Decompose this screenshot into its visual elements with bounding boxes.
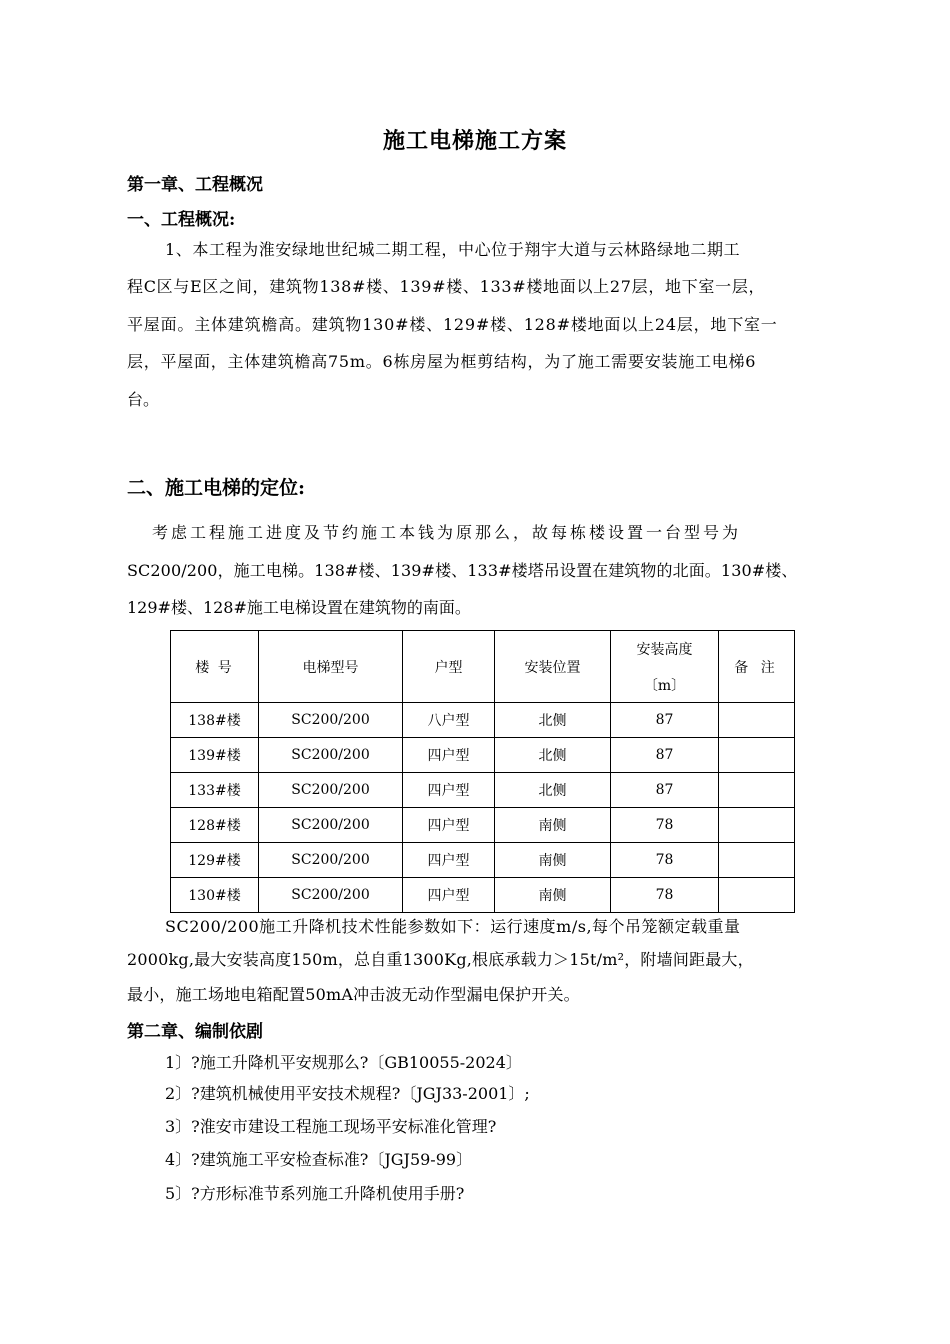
header-building-no: 楼 号 [171, 631, 259, 703]
table-row [171, 878, 795, 913]
params-line-1: SC200/200施工升降机技术性能参数如下：运行速度m/s,每个吊笼额定载重量 [165, 917, 741, 936]
cell-height: 87 [611, 738, 719, 773]
reference-item: 2〕?建筑机械使用平安技术规程?〔JGJ33-2001〕; [165, 1084, 530, 1103]
cell-height: 78 [611, 878, 719, 913]
cell-building: 129#楼 [171, 843, 259, 878]
cell-remarks [719, 773, 795, 808]
cell-remarks [719, 703, 795, 738]
header-install-height-label: 安装高度 [636, 641, 693, 658]
cell-position: 北侧 [495, 773, 611, 808]
cell-remarks [719, 808, 795, 843]
document-title: 施工电梯施工方案 [382, 128, 567, 154]
chapter-2-heading: 第二章、编制依剧 [127, 1022, 263, 1042]
table-row [171, 843, 795, 878]
overview-line-3: 平屋面。主体建筑檐高。建筑物130#楼、129#楼、128#楼地面以上24层，地下室一 [127, 315, 778, 334]
cell-unit-type: 四户型 [403, 773, 495, 808]
cell-unit-type: 四户型 [403, 808, 495, 843]
cell-building: 138#楼 [171, 703, 259, 738]
positioning-line-3: 129#楼、128#施工电梯设置在建筑物的南面。 [127, 598, 471, 617]
cell-height: 78 [611, 843, 719, 878]
header-install-height [611, 631, 719, 703]
cell-height: 87 [611, 703, 719, 738]
header-remarks: 备 注 [719, 631, 795, 703]
cell-model: SC200/200 [259, 703, 403, 738]
cell-building: 133#楼 [171, 773, 259, 808]
cell-position: 南侧 [495, 878, 611, 913]
cell-model: SC200/200 [259, 738, 403, 773]
reference-item: 5〕?方形标准节系列施工升降机使用手册? [165, 1184, 465, 1203]
cell-building: 128#楼 [171, 808, 259, 843]
cell-unit-type: 四户型 [403, 878, 495, 913]
cell-model: SC200/200 [259, 843, 403, 878]
cell-position: 北侧 [495, 738, 611, 773]
cell-position: 南侧 [495, 843, 611, 878]
cell-remarks [719, 738, 795, 773]
elevator-table [170, 630, 795, 913]
section-1-heading: 一、工程概况: [127, 210, 236, 230]
table-header-row [171, 631, 795, 703]
cell-remarks [719, 878, 795, 913]
params-line-3: 最小，施工场地电箱配置50mA冲击波无动作型漏电保护开关。 [127, 985, 580, 1004]
header-install-position: 安装位置 [495, 631, 611, 703]
cell-unit-type: 四户型 [403, 738, 495, 773]
positioning-line-1: 考虑工程施工进度及节约施工本钱为原那么，故每栋楼设置一台型号为 [152, 523, 742, 542]
section-2-heading: 二、施工电梯的定位: [127, 477, 306, 499]
overview-line-1: 1、本工程为淮安绿地世纪城二期工程，中心位于翔宇大道与云林路绿地二期工 [165, 240, 741, 259]
cell-building: 139#楼 [171, 738, 259, 773]
table-row [171, 703, 795, 738]
cell-height: 78 [611, 808, 719, 843]
positioning-line-2: SC200/200，施工电梯。138#楼、139#楼、133#楼塔吊设置在建筑物的北面。130#楼、 [127, 561, 798, 580]
cell-position: 南侧 [495, 808, 611, 843]
cell-remarks [719, 843, 795, 878]
cell-position: 北侧 [495, 703, 611, 738]
cell-building: 130#楼 [171, 878, 259, 913]
chapter-1-heading: 第一章、工程概况 [127, 175, 263, 195]
cell-model: SC200/200 [259, 773, 403, 808]
reference-item: 4〕?建筑施工平安检查标准?〔JGJ59-99〕 [165, 1150, 473, 1169]
header-install-height-unit: 〔m〕 [643, 677, 686, 694]
cell-model: SC200/200 [259, 808, 403, 843]
header-unit-type: 户型 [403, 631, 495, 703]
table-row [171, 808, 795, 843]
overview-line-5: 台。 [127, 390, 160, 409]
reference-item: 3〕?淮安市建设工程施工现场平安标准化管理? [165, 1117, 497, 1136]
params-line-2: 2000kg,最大安装高度150m，总自重1300Kg,根底承载力＞15t/m²，附墙间距最大， [127, 950, 754, 969]
cell-unit-type: 八户型 [403, 703, 495, 738]
cell-unit-type: 四户型 [403, 843, 495, 878]
overview-line-2: 程C区与E区之间，建筑物138#楼、139#楼、133#楼地面以上27层，地下室一层， [127, 277, 766, 296]
header-elevator-model: 电梯型号 [259, 631, 403, 703]
overview-line-4: 层，平屋面，主体建筑檐高75m。6栋房屋为框剪结构，为了施工需要安装施工电梯6 [127, 352, 757, 371]
table-row [171, 738, 795, 773]
cell-height: 87 [611, 773, 719, 808]
reference-item: 1〕?施工升降机平安规那么?〔GB10055-2024〕 [165, 1053, 522, 1072]
table-row [171, 773, 795, 808]
cell-model: SC200/200 [259, 878, 403, 913]
